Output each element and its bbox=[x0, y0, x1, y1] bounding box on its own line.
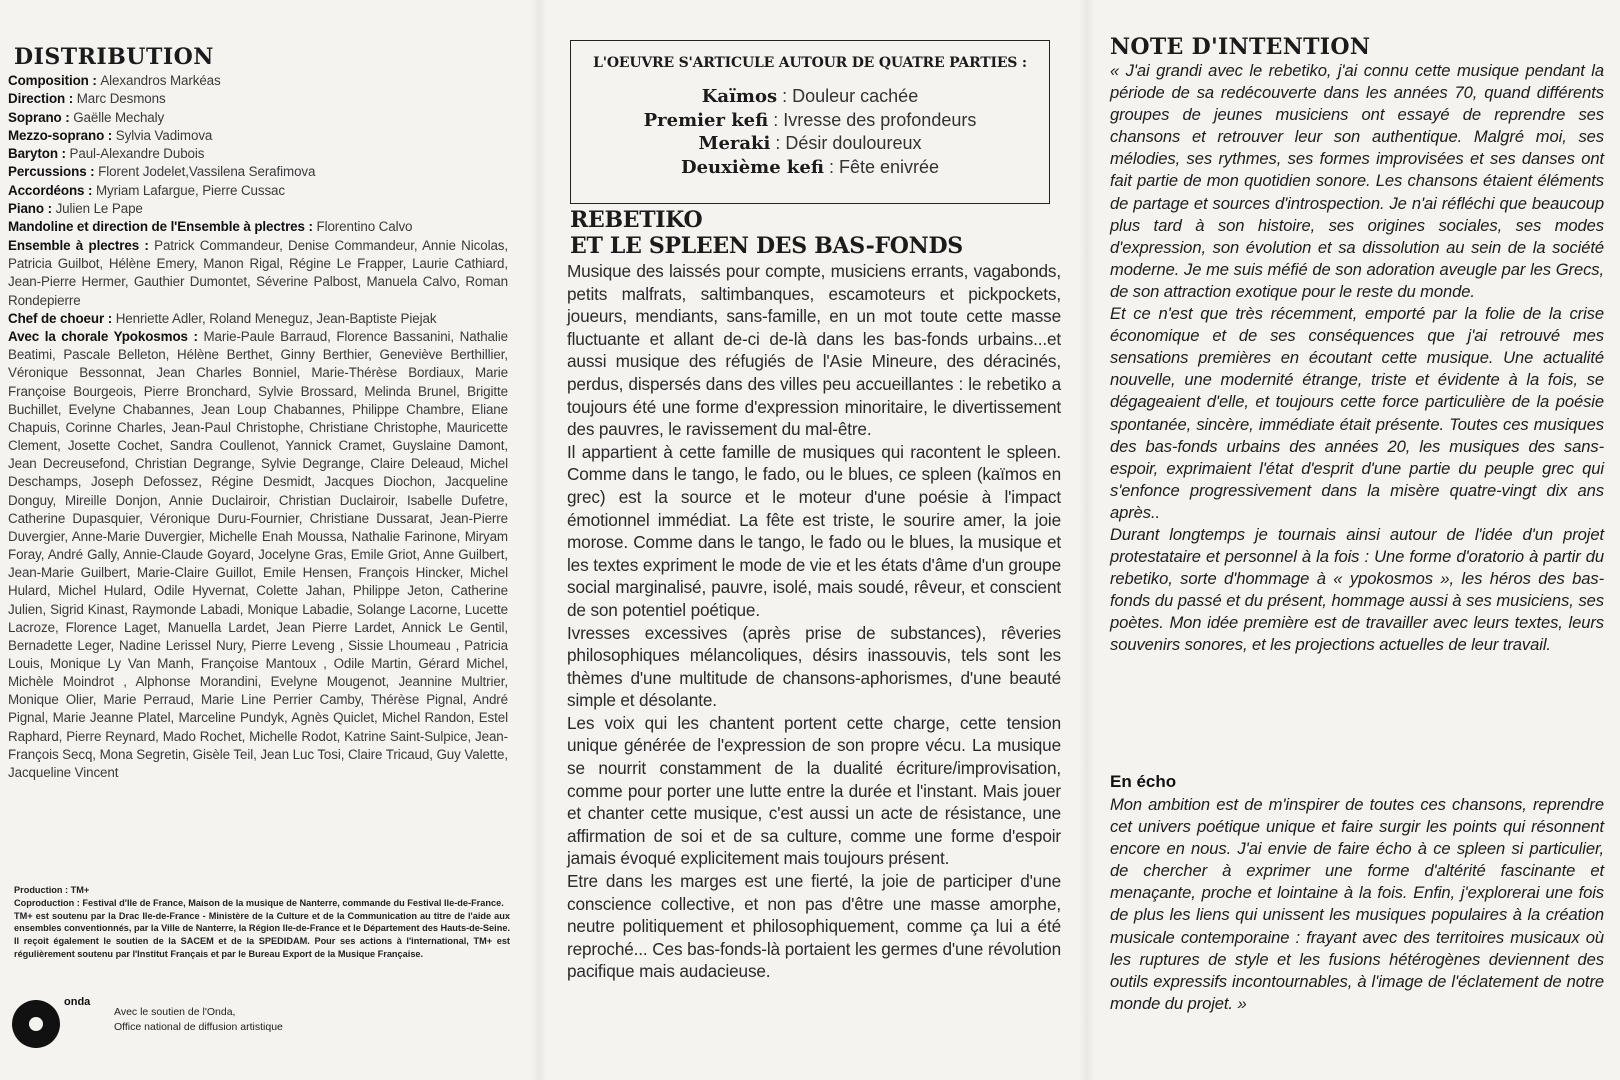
paragraph: Durant longtemps je tournais ainsi autour de l'idée d'un projet protestataire et personnel à la fois : Une forme d'oratorio à partir du rebetiko, sorte d'hommage à « ypokosmos », les héros des bas-fonds du passé et du présent, hommage aussi à ses musiciens, ses poètes. Mon idée première est de travailler avec leurs textes, leurs souvenirs sonores, et les projections actuelles de leur travail. bbox=[1110, 524, 1604, 655]
paragraph: Et ce n'est que très récemment, emporté par la folie de la crise économique et de ses conséquences que j'ai retrouvé mes sensations premières en écoutant cette musique. Une actualité nouvelle, une modernité étrange, triste et évidente à la fois, se dégageaient d'elle, et toujours cette force particulière de la poésie spontanée, sincère, immédiate était présente. Toutes ces musiques des bas-fonds urbains des années 20, les musiques des sans-espoir, exprimaient l'état d'esprit d'une partie du peuple grec qui s'enfonce progressivement dans la misère quatre-vingt dix ans après.. bbox=[1110, 304, 1604, 522]
onda-logo-icon bbox=[12, 1000, 60, 1048]
onda-support-line: Office national de diffusion artistique bbox=[114, 1020, 283, 1033]
onda-support bbox=[114, 1005, 283, 1034]
part-item: Meraki : Désir douloureux bbox=[698, 133, 922, 154]
parts-box bbox=[570, 40, 1050, 204]
echo-body: Mon ambition est de m'inspirer de toutes ces chansons, reprendre cet univers poétique unique et faire surgir les points qui résonnent encore en nous. J'ai envie de faire écho à ce spleen si particulier, de chercher à exprimer une forme d'altérité fascinante et menaçante, proche et lointaine à la fois. Enfin, j'explorerai une fois de plus les liens qui unissent les musiques populaires à la création musicale contemporaine : frayant avec des territoires musicaux où les ruptures de style et les fusions hétérogènes deviennent des outils expressifs incontournables, à l'image de l'éclatement de notre monde du projet. » bbox=[1110, 795, 1604, 1013]
coproduction-line: Coproduction : Festival d'Ile de France, Maison de la musique de Nanterre, commande du Festival Ile-de-France. bbox=[14, 897, 504, 908]
parts-box-title: L'OEUVRE S'ARTICULE AUTOUR DE QUATRE PARTIES : bbox=[593, 55, 1027, 71]
production-line: Production : TM+ bbox=[14, 885, 90, 895]
intention-title: NOTE D'INTENTION bbox=[1110, 34, 1371, 60]
paragraph: Musique des laissés pour compte, musiciens errants, vagabonds, petits malfrats, saltimbanques, escamoteurs et pickpockets, joueurs, mendiants, sans-famille, en un mot toute cette masse fluctuante et allant de-ci de-là dans les bas-fonds urbains...et aussi musique des réfugiés de l'Asie Mineure, des déracinés, perdus, dispersés dans des villes peu accueillantes : le rebetiko a toujours été une forme d'expression minoritaire, le divertissement des pauvres, le ravissement du mal-être. bbox=[567, 261, 1061, 440]
credit-line: Ensemble à plectres : Patrick Commandeur, Denise Commandeur, Annie Nicolas, Patricia Guilbot, Hélène Emery, Manon Rigal, Régine Le Frapper, Laurie Cathiard, Jean-Pierre Hermer, Gauthier Dumontet, Séverine Palbost, Manuela Calvo, Roman Rondepierre bbox=[8, 237, 509, 308]
paragraph: Il appartient à cette famille de musiques qui racontent le spleen. Comme dans le tango, le fado, ou le blues, ce spleen (kaïmos en grec) est la source et le moteur d'une poésie à l'impact émotionnel immédiat. La fête est triste, le sourire amer, la joie morose. Comme dans le tango, le fado ou le blues, la musique et les textes expriment le mode de vie et les états d'âme d'un groupe social marginalisé, pauvre, isolé, mais soudé, rêveur, et conscient de son potentiel poétique. bbox=[567, 441, 1061, 620]
rebetiko-title-line: REBETIKO bbox=[570, 207, 703, 233]
paragraph: Etre dans les marges est une fierté, la joie de participer d'une conscience collective, et non pas d'être une masse amorphe, neutre politiquement et philosophiquement, comme ça lui a été reproché... Ces bas-fonds-là portaient les germes d'une révolution pacifique mais audacieuse. bbox=[567, 871, 1061, 982]
credit-line: Percussions : Florent Jodelet,Vassilena Serafimova bbox=[8, 164, 316, 180]
credit-line: Soprano : Gaëlle Mechaly bbox=[8, 109, 165, 125]
echo-title: En écho bbox=[1110, 772, 1177, 791]
support-line: TM+ est soutenu par la Drac Ile-de-France - Ministère de la Culture et de la Communication au titre de l'aide aux ensembles conventionnés, par la Ville de Nanterre, la Région Ile-de-France et le Département des Hauts-de-Seine. Il reçoit également le soutien de la SACEM et de la SPEDIDAM. Pour ses actions à l'international, TM+ est régulièrement soutenu par l'Institut Français et par le Bureau Export de la Musique Française. bbox=[14, 910, 510, 959]
onda-label: onda bbox=[64, 996, 91, 1008]
rebetiko-title bbox=[570, 207, 1060, 259]
part-item: Premier kefi : Ivresse des profondeurs bbox=[643, 109, 977, 131]
paragraph: Ivresses excessives (après prise de substances), rêveries philosophiques mélancoliques, désirs inassouvis, tels sont les thèmes d'une multitude de chansons-aphorismes, d'une beauté simple et désolante. bbox=[567, 622, 1061, 711]
credit-line: Accordéons : Myriam Lafargue, Pierre Cussac bbox=[8, 182, 286, 198]
credits-list bbox=[8, 72, 508, 782]
part-item: Deuxième kefi : Fête enivrée bbox=[680, 156, 940, 178]
credit-line: Mandoline et direction de l'Ensemble à plectres : Florentino Calvo bbox=[8, 219, 413, 235]
page-fold-right bbox=[1080, 0, 1094, 1080]
credit-line: Piano : Julien Le Pape bbox=[8, 201, 143, 217]
credit-line: Baryton : Paul-Alexandre Dubois bbox=[8, 146, 205, 162]
rebetiko-title-line: ET LE SPLEEN DES BAS-FONDS bbox=[570, 233, 963, 259]
intention-body bbox=[1110, 60, 1604, 657]
credit-line: Avec la chorale Ypokosmos : Marie-Paule Barraud, Florence Bassanini, Nathalie Beatimi, Pascale Belleton, Hélène Berthet, Ginny Berthier, Geneviève Berthillier, Véronique Bessonnat, Jean Charles Bonniel, Marie-Thérèse Bordiaux, Marie Françoise Bourgeois, Pierre Bronchard, Sylvie Brossard, Melinda Brunel, Brigitte Buchillet, Evelyne Chabannes, Jean Loup Chabannes, Philippe Chambre, Eliane Chapuis, Corinne Charles, Jean-Paul Christophe, Christiane Christophe, Mauricette Clement, Josette Cochet, Sandra Coullenot, Yannick Cramet, Guyslaine Damont, Jean Decreusefond, Christian Degrange, Sylvie Degrange, Claire Deleaud, Michel Deschamps, Joseph Defossez, Régine Desmidt, Jacques Diochon, Jacqueline Donguy, Mireille Donjon, Annie Duclairoir, Christian Duclairoir, Isabelle Dufetre, Catherine Dupasquier, Véronique Duru-Fournier, Christiane Dussarat, Jean-Pierre Duvergier, Anne-Marie Duvergier, Michelle Enah Moussa, Nathalie Farinone, Miryam Foray, André Gally, Annie-Claude Goyard, Jocelyne Gras, Emile Griot, Anne Guilbert, Jean-Marie Guilbert, Marie-Claire Guillot, Emile Hensen, François Hincker, Michel Hulard, Michel Hulard, Odile Hyvernat, Colette Jahan, Philippe Jeton, Catherine Julien, Sigrid Kinast, Raymonde Labadi, Monique Labadie, Solange Lacorne, Lucette Lacroze, Florence Laget, Manuella Lardet, Jean Pierre Lardet, Annick Le Gentil, Bernadette Leger, Nadine Lerissel Nury, Pierre Leveng , Sissie Lhoumeau , Patricia Louis, Monique Ly Van Manh, Françoise Mantoux , Odile Martin, Gérard Michel, Michèle Moindrot , Alphonse Morandini, Evelyne Mougenot, Jeannine Multrier, Monique Olier, Marie Perraud, Marie Line Perrier Camby, Thérèse Pignal, André Pignal, Marie Jeanne Platel, Marceline Pundyk, Agnès Quiclet, Michel Randon, Estel Raphard, Pierre Reynard, Mado Rochet, Michelle Rodot, Katrine Saint-Sulpice, Jean-François Secq, Mona Segretin, Gisèle Teil, Jean Luc Tosi, Claire Tricaud, Guy Valette, Jacqueline Vincent bbox=[8, 329, 508, 780]
parts-list bbox=[571, 85, 1049, 179]
credit-line: Direction : Marc Desmons bbox=[8, 91, 166, 107]
credit-line: Chef de choeur : Henriette Adler, Roland Meneguz, Jean-Baptiste Piejak bbox=[8, 310, 437, 326]
part-item: Kaïmos : Douleur cachée bbox=[701, 86, 919, 107]
page-fold-left bbox=[532, 0, 546, 1080]
onda-support-line: Avec le soutien de l'Onda, bbox=[114, 1006, 236, 1018]
distribution-title: DISTRIBUTION bbox=[14, 44, 214, 70]
credit-line: Mezzo-soprano : Sylvia Vadimova bbox=[8, 127, 213, 143]
rebetiko-body bbox=[567, 260, 1061, 983]
credit-line: Composition : Alexandros Markéas bbox=[8, 73, 221, 88]
paragraph: « J'ai grandi avec le rebetiko, j'ai connu cette musique pendant la période de sa redécouverte dans les années 70, quand différents groupes de jeunes musiciens ont essayé de reprendre ses chansons et retrouver leur son authentique. Malgré moi, ses mélodies, ses rythmes, ses formes improvisées et ses danses ont fait partie de mon quotidien sonore. Les chansons étaient éléments de partage et sources d'introspection. Je n'ai réfléchi que beaucoup plus tard à son histoire, ses origines sociales, ses modes d'expression, son évolution et sa dissolution au sein de la société moderne. Je me suis méfié de son adoration aveugle par les Grecs, de son attraction exotique pour le reste du monde. bbox=[1110, 61, 1604, 301]
paragraph: Les voix qui les chantent portent cette charge, cette tension unique générée de l'expression de son propre vécu. La musique se nourrit constamment de la dualité écriture/improvisation, comme pour porter une lutte entre la durée et l'instant. Mais jouer et chanter cette musique, c'est aussi un acte de résistance, une affirmation de soi et de sa culture, comme une forme d'espoir jamais évoqué explicitement mais toujours présent. bbox=[567, 712, 1061, 869]
production-notes bbox=[14, 884, 510, 961]
